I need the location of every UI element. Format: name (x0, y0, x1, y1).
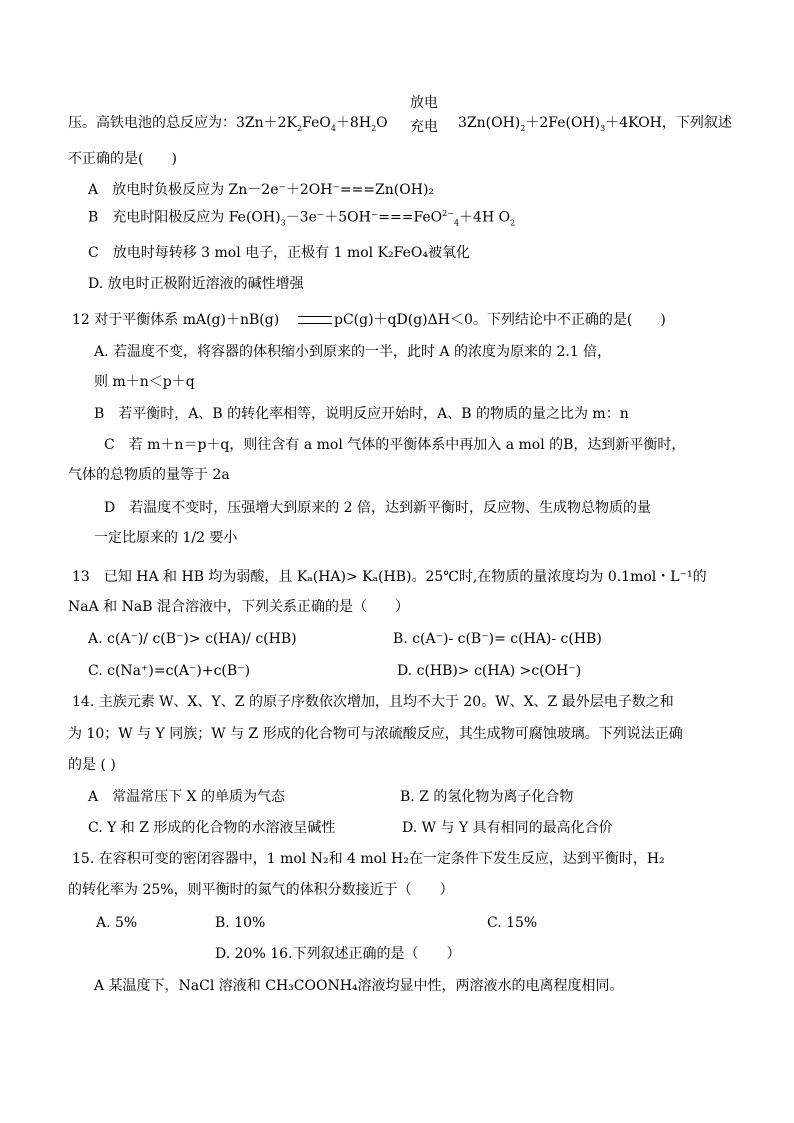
q12-option-a-2: 则 m＋n＜p＋q (94, 374, 195, 390)
q13-stem-2: NaA 和 NaB 混合溶液中，下列关系正确的是（ ） (68, 599, 409, 615)
q16-option-a: A 某温度下，NaCl 溶液和 CH₃COONH₄溶液均显中性，两溶液水的电离程度相同。 (94, 978, 624, 994)
q11-option-c: C 放电时每转移 3 mol 电子，正极有 1 mol K₂FeO₄被氧化 (88, 245, 470, 261)
q15-stem-2: 的转化率为 25%，则平衡时的氮气的体积分数接近于（ ） (68, 882, 454, 898)
equilibrium-arrow-icon (298, 316, 332, 324)
q12-option-c-1: C 若 m＋n＝p＋q，则往含有 a mol 气体的平衡体系中再加入 a mol 的B，达到新平衡时， (104, 437, 686, 453)
q14-option-c: C. Y 和 Z 形成的化合物的水溶液呈碱性 (88, 820, 336, 836)
q14-stem-1: 14. 主族元素 W、X、Y、Z 的原子序数依次增加，且均不大于 20。W、X、Z 最外层电子数之和 (72, 694, 674, 710)
q15-option-a: A. 5% (96, 915, 138, 931)
q11-option-a: A 放电时负极反应为 Zn－2e⁻＋2OH⁻===Zn(OH)₂ (88, 182, 435, 198)
reaction-reactants: $3Zn+2K_2FeO_4+8H_2O$ (236, 115, 388, 133)
q12-option-b: B 若平衡时，A、B 的转化率相等，说明反应开始时，A、B 的物质的量之比为 m：n (94, 406, 629, 422)
q13-option-c: C. c(Na⁺)=c(A⁻)+c(B⁻) (88, 663, 251, 679)
q12-stem-a: 12 对于平衡体系 mA(g)＋nB(g) (72, 312, 280, 328)
q12-option-c-2: 气体的总物质的量等于 2a (68, 467, 230, 483)
q14-option-b: B. Z 的氢化物为离子化合物 (400, 789, 574, 805)
q13-option-d: D. c(HB)> c(HA) >c(OH⁻) (397, 663, 582, 679)
q14-stem-3: 的是 ( ) (68, 757, 116, 773)
q11-intro: 压。高铁电池的总反应为： (68, 115, 236, 131)
reaction-products: $3Zn(OH)_2+2Fe(OH)_3+4KOH$，下列叙述 (458, 115, 732, 133)
q12-stem-b: pC(g)＋qD(g)ΔH＜0。下列结论中不正确的是( ) (334, 312, 666, 328)
q12-option-d-1: D 若温度不变时，压强增大到原来的 2 倍，达到新平衡时，反应物、生成物总物质的量 (104, 500, 652, 516)
q15-option-b: B. 10% (215, 915, 266, 931)
q13-option-b: B. c(A⁻)- c(B⁻)= c(HA)- c(HB) (393, 631, 602, 647)
q13-option-a: A. c(A⁻)/ c(B⁻)> c(HA)/ c(HB) (88, 631, 297, 647)
q15-option-c: C. 15% (487, 915, 538, 931)
q14-stem-2: 为 10；W 与 Y 同族；W 与 Z 形成的化合物可与浓硫酸反应，其生成物可腐蚀玻璃。下列说法正确 (68, 726, 683, 742)
q11-option-b: B 充电时阳极反应为 $Fe(OH)_3-3e^-+5OH^-===FeO^{2-}_4+4H$ $O_2$ (88, 209, 516, 228)
q11-option-d: D. 放电时正极附近溶液的碱性增强 (88, 276, 304, 292)
q11-line-1 (68, 114, 388, 138)
q14-option-a: A 常温常压下 X 的单质为气态 (88, 789, 285, 805)
reaction-charge-label: 充电 (410, 119, 438, 135)
q15-option-d-q16-stem: D. 20% 16.下列叙述正确的是（ ） (215, 946, 461, 962)
q11-line-2: 不正确的是( ) (68, 151, 177, 167)
reaction-discharge-label: 放电 (410, 95, 438, 111)
q14-option-d: D. W 与 Y 具有相同的最高化合价 (402, 820, 613, 836)
q13-stem-1: 13 已知 HA 和 HB 均为弱酸，且 Kₐ(HA)> Kₐ(HB)。25℃时,在物质的量浓度均为 0.1mol・L⁻¹的 (72, 569, 707, 585)
q15-stem-1: 15. 在容积可变的密闭容器中，1 mol N₂和 4 mol H₂在一定条件下发生反应，达到平衡时，H₂ (72, 851, 665, 867)
q12-option-d-2: 一定比原来的 1/2 要小 (94, 530, 238, 546)
q12-option-a-1: A. 若温度不变，将容器的体积缩小到原来的一半，此时 A 的浓度为原来的 2.1 倍， (94, 344, 612, 360)
